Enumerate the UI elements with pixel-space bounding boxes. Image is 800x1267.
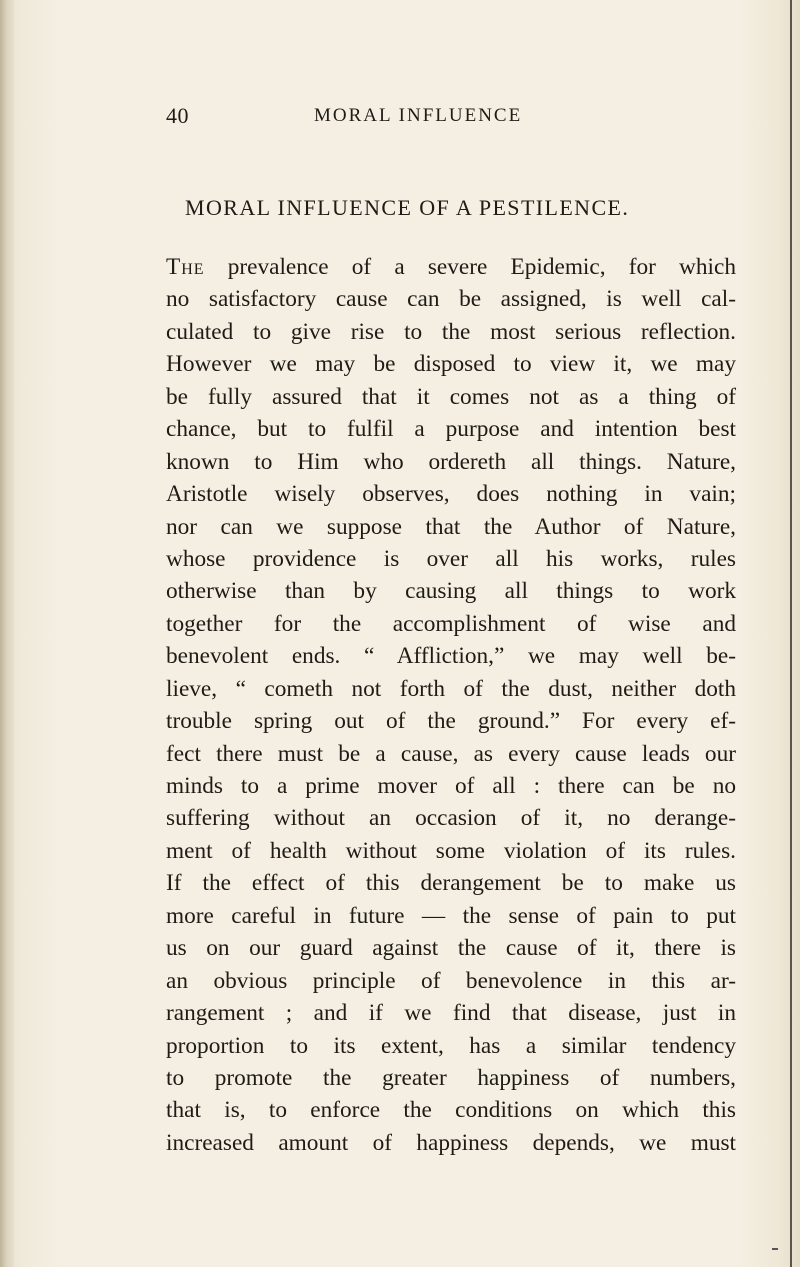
text-line: benevolent ends. “ Affliction,” we may well be- — [166, 643, 736, 670]
text-line: suffering without an occasion of it, no derange- — [166, 805, 736, 832]
text-line: minds to a prime mover of all : there can be no — [166, 773, 736, 799]
text-line: that is, to enforce the conditions on which this — [166, 1097, 736, 1124]
text-line: However we may be disposed to view it, we may — [166, 351, 736, 378]
text-line: whose providence is over all his works, rules — [166, 545, 736, 572]
text-line: lieve, “ cometh not forth of the dust, neither doth — [166, 675, 736, 702]
text-line: us on our guard against the cause of it, there is — [166, 935, 736, 962]
text-line: culated to give rise to the most serious reflection. — [166, 318, 736, 345]
page-header — [166, 103, 726, 133]
chapter-title: MORAL INFLUENCE OF A PESTILENCE. — [185, 195, 630, 220]
text-line: an obvious principle of benevolence in this ar- — [166, 967, 736, 994]
text-line: If the effect of this derangement be to make us — [166, 870, 736, 897]
running-head: MORAL INFLUENCE — [314, 105, 523, 126]
text-line: nor can we suppose that the Author of Nature, — [166, 513, 736, 540]
text-line: known to Him who ordereth all things. Nature, — [166, 448, 736, 475]
text-line: no satisfactory cause can be assigned, is well cal- — [166, 286, 736, 313]
text-line: be fully assured that it comes not as a thing of — [166, 383, 736, 410]
text-line: trouble spring out of the ground.” For every ef- — [166, 708, 736, 735]
text-line: proportion to its extent, has a similar tendency — [166, 1032, 736, 1059]
drop-word: The — [166, 254, 205, 280]
text-line: more careful in future — the sense of pain to put — [166, 902, 736, 929]
text-line: Aristotle wisely observes, does nothing in vain; — [166, 481, 736, 508]
page-gutter — [0, 0, 14, 1267]
text-line: together for the accomplishment of wise and — [166, 610, 736, 637]
text-line: rangement ; and if we find that disease, just in — [166, 1000, 736, 1027]
page-edge-line — [790, 0, 792, 1267]
text-line: otherwise than by causing all things to work — [166, 578, 736, 605]
text-line: The prevalence of a severe Epidemic, for which — [166, 254, 736, 280]
text-line: to promote the greater happiness of numbers, — [166, 1064, 736, 1091]
text-line: increased amount of happiness depends, we must — [166, 1129, 736, 1156]
page-number: 40 — [166, 103, 189, 128]
body-text — [166, 251, 736, 1159]
text-line: fect there must be a cause, as every cause leads our — [166, 740, 736, 767]
margin-mark — [772, 1248, 778, 1250]
text-line: ment of health without some violation of its rules. — [166, 837, 736, 864]
text-line: chance, but to fulfil a purpose and intention best — [166, 416, 736, 443]
